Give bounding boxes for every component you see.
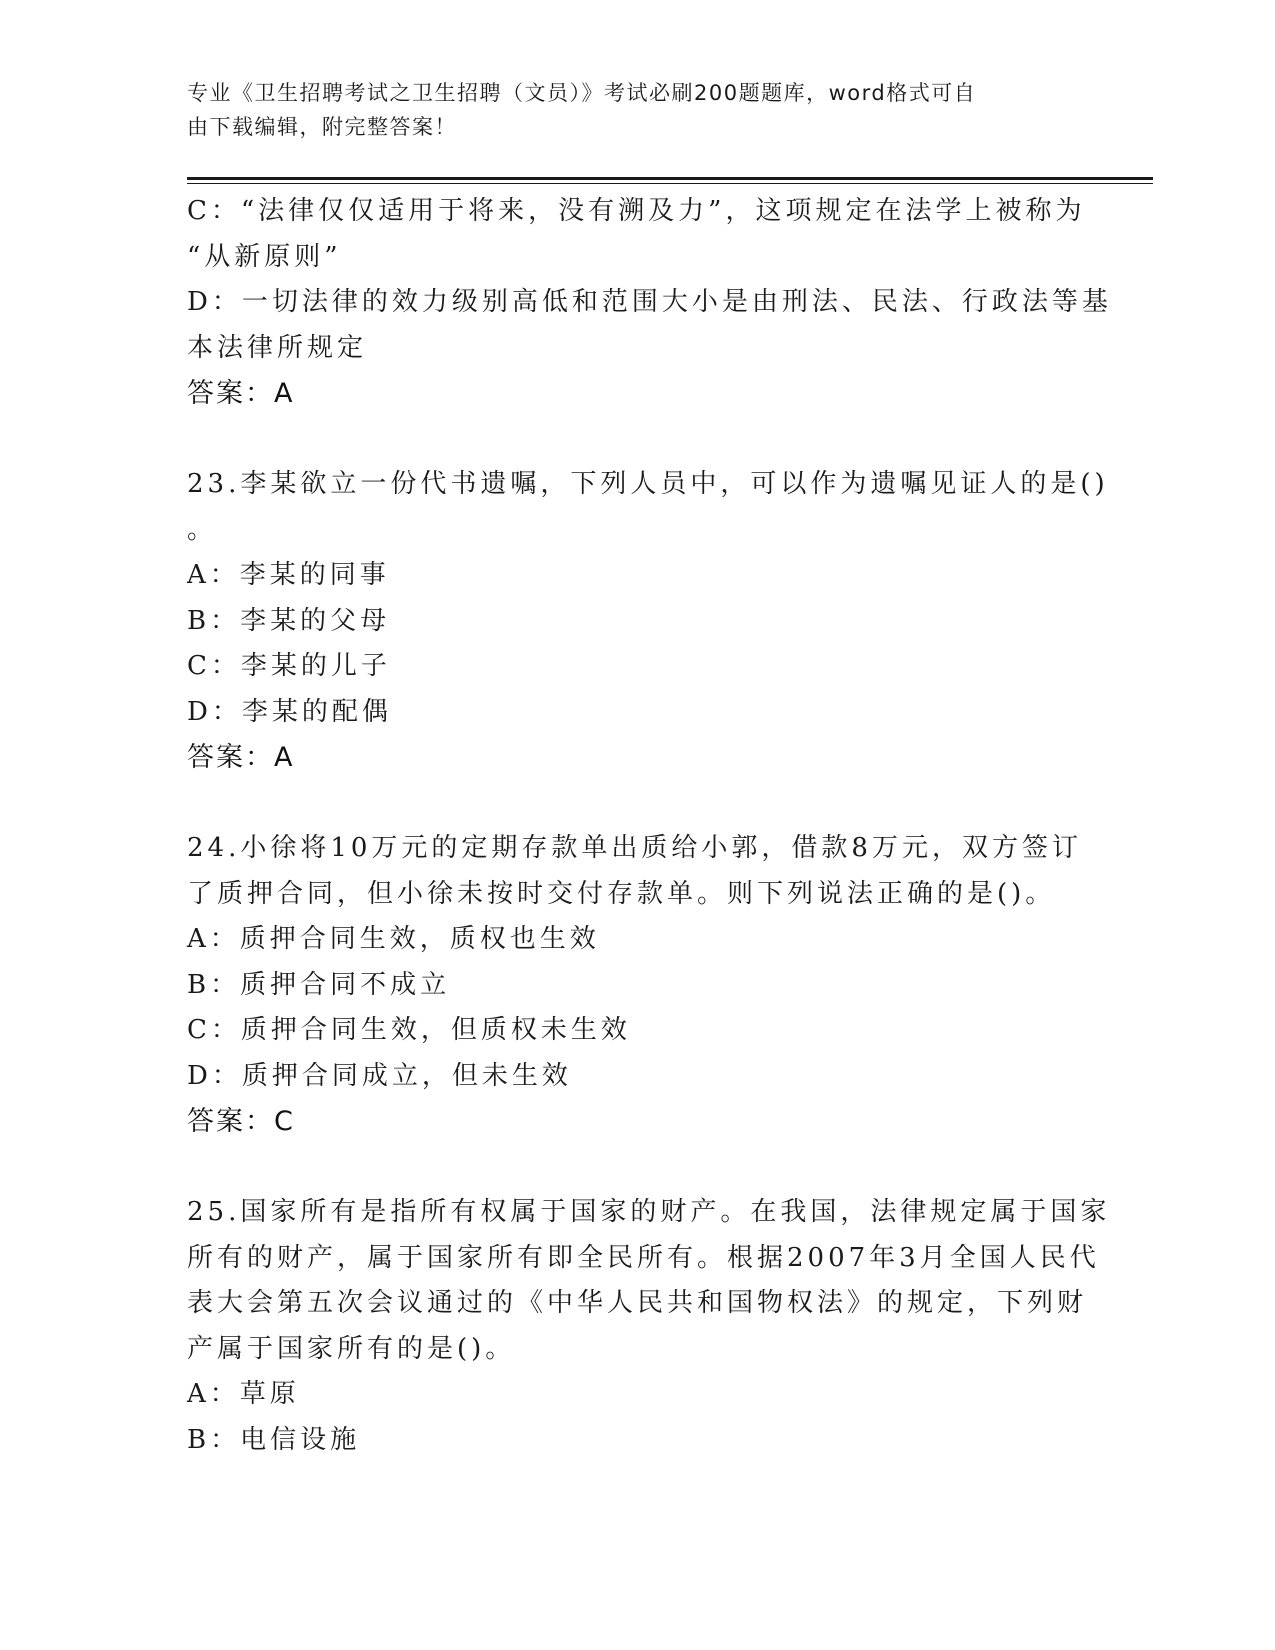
spacer (187, 1145, 1087, 1191)
question-stem-line-1: 25.国家所有是指所有权属于国家的财产。在我国，法律规定属于国家 (187, 1197, 1111, 1227)
option-d-line-1: D：一切法律的效力级别高低和范围大小是由刑法、民法、行政法等基 (187, 287, 1112, 317)
question-content (187, 189, 1112, 1463)
question-24 (187, 826, 1087, 1145)
spacer (187, 417, 1087, 463)
question-stem-line-4: 产属于国家所有的是()。 (187, 1333, 516, 1364)
question-stem-line-2: 了质押合同，但小徐未按时交付存款单。则下列说法正确的是()。 (187, 878, 1056, 909)
option-c-line-2: “从新原则” (187, 241, 342, 272)
option-b: B：质押合同不成立 (187, 969, 451, 1000)
header-divider-thin (187, 183, 1153, 184)
option-a: A：草原 (187, 1379, 300, 1409)
question-25 (187, 1190, 1111, 1463)
question-22-tail (187, 189, 1112, 417)
option-b: B：电信设施 (187, 1424, 361, 1455)
option-d-line-2: 本法律所规定 (187, 332, 368, 363)
question-stem-line-1: 23.李某欲立一份代书遗嘱，下列人员中，可以作为遗嘱见证人的是() (187, 469, 1109, 499)
question-23 (187, 462, 1109, 781)
question-stem-line-2: 所有的财产，属于国家所有即全民所有。根据2007年3月全国人民代 (187, 1242, 1100, 1273)
question-stem-line-1: 24.小徐将10万元的定期存款单出质给小郭，借款8万元，双方签订 (187, 833, 1082, 863)
option-a: A：质押合同生效，质权也生效 (187, 924, 600, 954)
answer-line: 答案：A (187, 742, 295, 773)
option-a: A：李某的同事 (187, 560, 390, 590)
header-divider-thick (187, 177, 1153, 180)
option-d: D：李某的配偶 (187, 696, 392, 727)
question-stem-line-2: 。 (187, 514, 218, 545)
spacer (187, 781, 1087, 827)
header-line-1: 专业《卫生招聘考试之卫生招聘（文员）》考试必刷200题题库，word格式可自 (187, 81, 977, 105)
answer-line: 答案：A (187, 378, 295, 409)
option-c: C：质押合同生效，但质权未生效 (187, 1015, 631, 1045)
header-line-2: 由下载编辑，附完整答案！ (187, 115, 457, 139)
option-c: C：李某的儿子 (187, 651, 391, 681)
answer-line: 答案：C (187, 1106, 295, 1137)
question-stem-line-3: 表大会第五次会议通过的《中华人民共和国物权法》的规定，下列财 (187, 1288, 1088, 1318)
option-b: B：李某的父母 (187, 605, 391, 636)
document-header (187, 76, 1067, 144)
option-c-line-1: C：“法律仅仅适用于将来，没有溯及力”，这项规定在法学上被称为 (187, 196, 1086, 226)
option-d: D：质押合同成立，但未生效 (187, 1060, 572, 1091)
